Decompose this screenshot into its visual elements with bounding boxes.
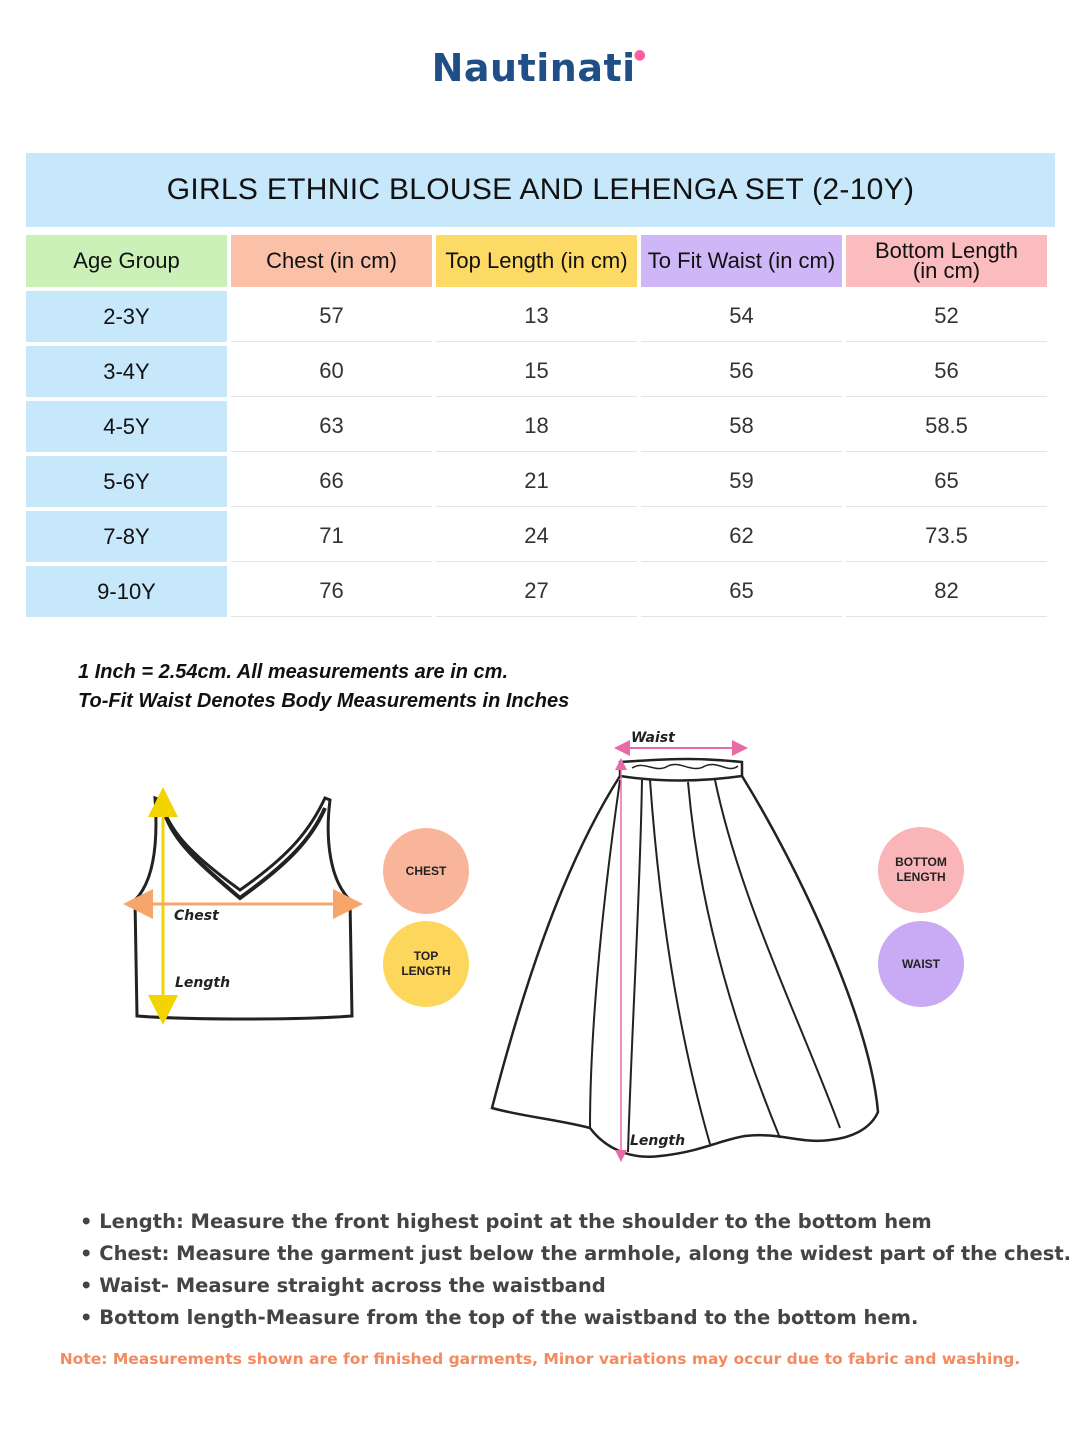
legend-top-length-label: TOP LENGTH [401,949,451,978]
legend-bottom-length-label: BOTTOM LENGTH [895,855,947,884]
cell-top-length: 21 [436,456,637,507]
cell-age: 4-5Y [26,401,227,452]
blouse-outline [135,798,352,1019]
cell-bottom-length: 65 [846,456,1047,507]
cell-waist: 62 [641,511,842,562]
instruction-length: • Length: Measure the front highest point at the shoulder to the bottom hem [80,1210,932,1233]
header-top-length: Top Length (in cm) [436,235,637,287]
cell-bottom-length: 56 [846,346,1047,397]
cell-age: 3-4Y [26,346,227,397]
table-row [26,291,1047,342]
cell-bottom-length: 73.5 [846,511,1047,562]
table-row [26,511,1047,562]
header-bottom-length: Bottom Length (in cm) [846,235,1047,287]
table-row [26,456,1047,507]
cell-waist: 58 [641,401,842,452]
table-row [26,401,1047,452]
measurement-diagram [0,720,1080,1190]
skirt-waist-label: Waist [631,730,675,746]
size-chart-title: GIRLS ETHNIC BLOUSE AND LEHENGA SET (2-10Y) [26,153,1055,227]
measurement-notes [78,658,569,716]
cell-waist: 54 [641,291,842,342]
paw-icon: ● [633,47,647,63]
legend-waist-label: WAIST [902,956,940,971]
cell-top-length: 18 [436,401,637,452]
cell-chest: 60 [231,346,432,397]
table-header-row [26,235,1047,287]
table-row [26,346,1047,397]
cell-top-length: 15 [436,346,637,397]
brand-logo [0,46,1080,90]
note-conversion: 1 Inch = 2.54cm. All measurements are in cm. [78,661,509,683]
cell-waist: 59 [641,456,842,507]
cell-chest: 57 [231,291,432,342]
cell-chest: 63 [231,401,432,452]
cell-age: 5-6Y [26,456,227,507]
cell-top-length: 13 [436,291,637,342]
header-chest: Chest (in cm) [231,235,432,287]
table-row [26,566,1047,617]
instruction-waist: • Waist- Measure straight across the waistband [80,1274,606,1297]
skirt-outline [492,759,878,1157]
cell-age: 9-10Y [26,566,227,617]
cell-chest: 76 [231,566,432,617]
measuring-instructions [80,1206,1071,1334]
cell-chest: 66 [231,456,432,507]
legend-chest-circle [383,828,469,914]
cell-bottom-length: 52 [846,291,1047,342]
legend-bottom-length-circle [878,827,964,913]
legend-waist-circle [878,921,964,1007]
legend-chest-label: CHEST [405,863,447,878]
blouse-chest-label: Chest [174,908,219,924]
cell-age: 2-3Y [26,291,227,342]
cell-waist: 56 [641,346,842,397]
cell-age: 7-8Y [26,511,227,562]
header-waist: To Fit Waist (in cm) [641,235,842,287]
cell-bottom-length: 58.5 [846,401,1047,452]
brand-name: Nautinati [431,46,636,90]
size-chart-table [22,231,1051,621]
blouse-length-label: Length [175,975,231,991]
header-age-group: Age Group [26,235,227,287]
instruction-bottom-length: • Bottom length-Measure from the top of the waistband to the bottom hem. [80,1306,919,1329]
cell-chest: 71 [231,511,432,562]
cell-bottom-length: 82 [846,566,1047,617]
footer-note: Note: Measurements shown are for finished garments, Minor variations may occur due to fabric and washing. [59,1350,1021,1368]
note-waist: To-Fit Waist Denotes Body Measurements in Inches [78,690,570,712]
cell-top-length: 24 [436,511,637,562]
cell-top-length: 27 [436,566,637,617]
cell-waist: 65 [641,566,842,617]
skirt-length-label: Length [630,1133,686,1149]
instruction-chest: • Chest: Measure the garment just below the armhole, along the widest part of the chest. [80,1242,1072,1265]
legend-top-length-circle [383,921,469,1007]
